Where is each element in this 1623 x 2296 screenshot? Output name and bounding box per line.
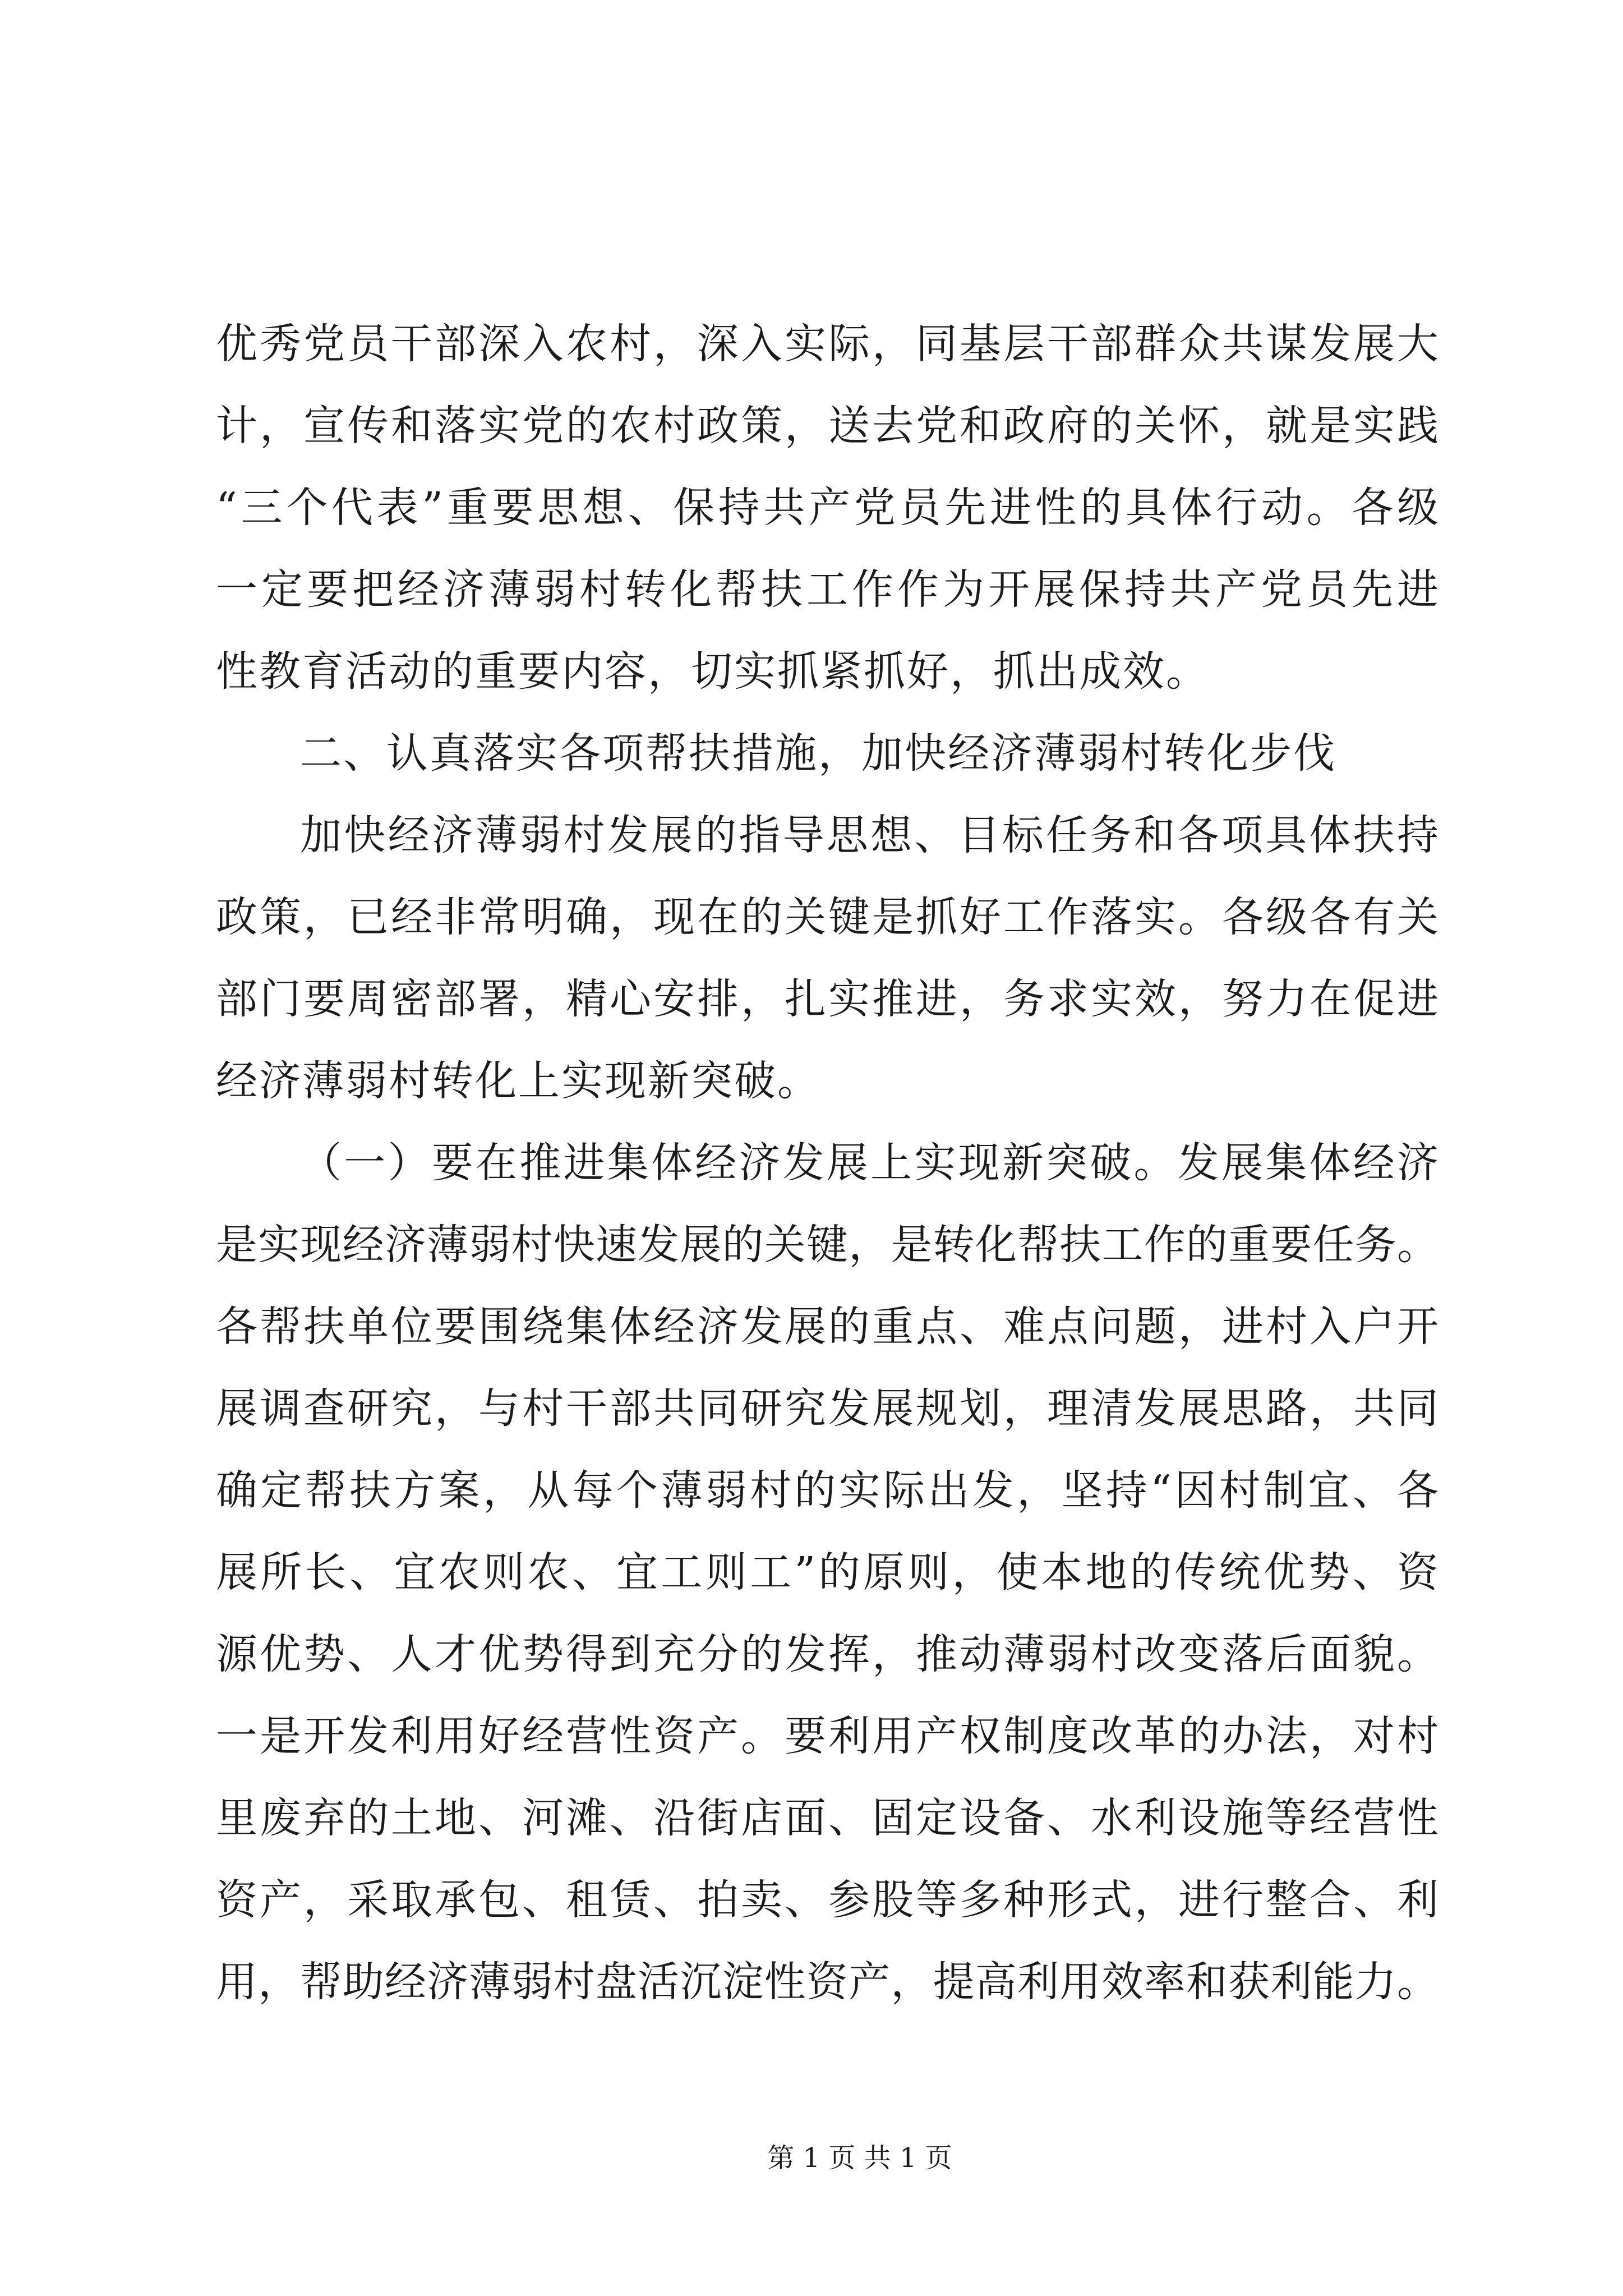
body-line: 一定要把经济薄弱村转化帮扶工作作为开展保持共产党员先进 [216,565,1438,614]
document-body [216,303,1438,2023]
paragraph-continuation [216,303,1438,712]
body-line: 确定帮扶方案，从每个薄弱村的实际出发，坚持“因村制宜、各 [216,1466,1438,1515]
body-line: 是实现经济薄弱村快速发展的关键，是转化帮扶工作的重要任务。 [216,1221,1438,1269]
body-line: （一）要在推进集体经济发展上实现新突破。发展集体经济 [300,1139,1438,1187]
body-line: 里废弃的土地、河滩、沿街店面、固定设备、水利设施等经营性 [216,1794,1438,1842]
paragraph [216,794,1438,1122]
heading-line: 二、认真落实各项帮扶措施，加快经济薄弱村转化步伐 [300,729,1336,777]
paragraph [216,1122,1438,2023]
body-line: 政策，已经非常明确，现在的关键是抓好工作落实。各级各有关 [216,893,1438,941]
body-line: 经济薄弱村转化上实现新突破。 [216,1057,820,1105]
body-line: 展调查研究，与村干部共同研究发展规划，理清发展思路，共同 [216,1384,1438,1433]
body-line: 源优势、人才优势得到充分的发挥，推动薄弱村改变落后面貌。 [216,1630,1438,1678]
body-line: 性教育活动的重要内容，切实抓紧抓好，抓出成效。 [216,647,1209,696]
body-line: “三个代表”重要思想、保持共产党员先进性的具体行动。各级 [216,484,1438,532]
body-line: 计，宣传和落实党的农村政策，送去党和政府的关怀，就是实践 [216,402,1438,450]
body-line: 展所长、宜农则农、宜工则工”的原则，使本地的传统优势、资 [216,1548,1438,1596]
body-line: 部门要周密部署，精心安排，扎实推进，务求实效，努力在促进 [216,975,1438,1023]
body-line: 优秀党员干部深入农村，深入实际，同基层干部群众共谋发展大 [216,320,1438,368]
body-line: 一是开发利用好经营性资产。要利用产权制度改革的办法，对村 [216,1712,1438,1760]
page-footer: 第 1 页 共 1 页 [767,2142,952,2174]
body-line: 加快经济薄弱村发展的指导思想、目标任务和各项具体扶持 [300,811,1438,859]
section-heading [216,712,1438,794]
body-line: 资产，采取承包、租赁、拍卖、参股等多种形式，进行整合、利 [216,1876,1438,1924]
body-line: 用，帮助经济薄弱村盘活沉淀性资产，提高利用效率和获利能力。 [216,1958,1438,2006]
body-line: 各帮扶单位要围绕集体经济发展的重点、难点问题，进村入户开 [216,1303,1438,1351]
